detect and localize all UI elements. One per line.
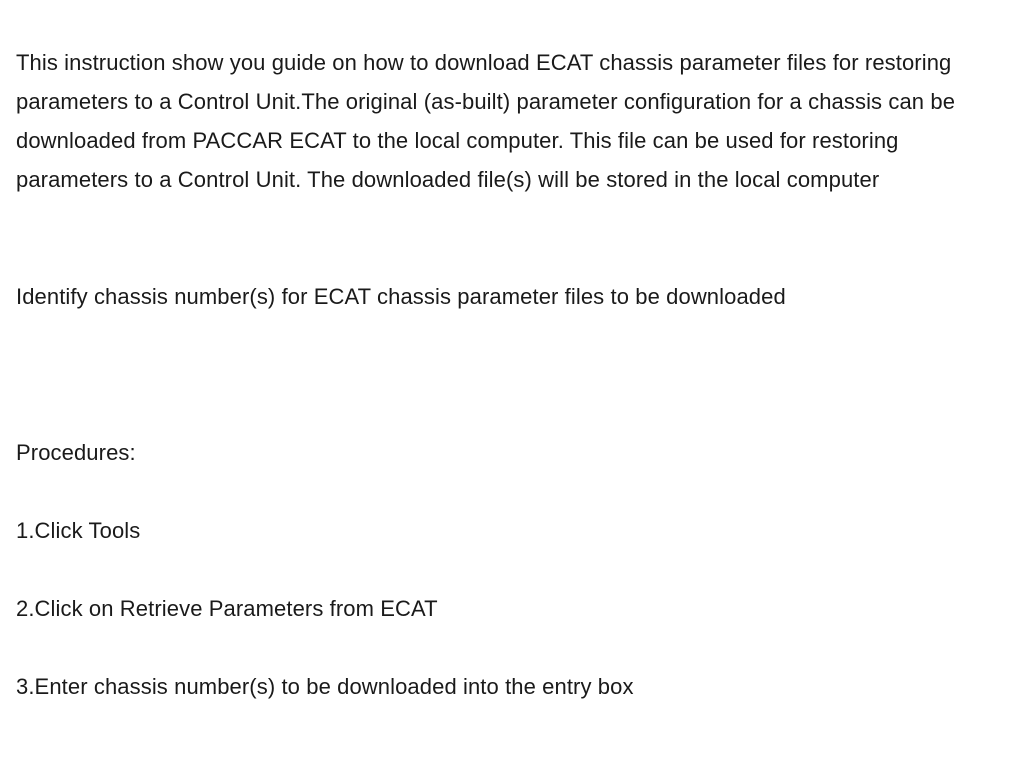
procedures-heading: Procedures: <box>16 440 136 465</box>
intro-paragraph: This instruction show you guide on how to download ECAT chassis parameter files for restoring parameters to a Control Unit.The original (as-built) parameter configuration for a chassis can be downloaded from PACCAR ECAT to the local computer. This file can be used for restoring parameters to a Control Unit. The downloaded file(s) will be stored in the local computer <box>16 50 956 192</box>
procedure-step-3: 3.Enter chassis number(s) to be downloaded into the entry box <box>16 674 634 699</box>
identify-paragraph: Identify chassis number(s) for ECAT chassis parameter files to be downloaded <box>16 284 786 309</box>
procedure-step-2: 2.Click on Retrieve Parameters from ECAT <box>16 596 438 621</box>
procedure-step-1: 1.Click Tools <box>16 518 141 543</box>
